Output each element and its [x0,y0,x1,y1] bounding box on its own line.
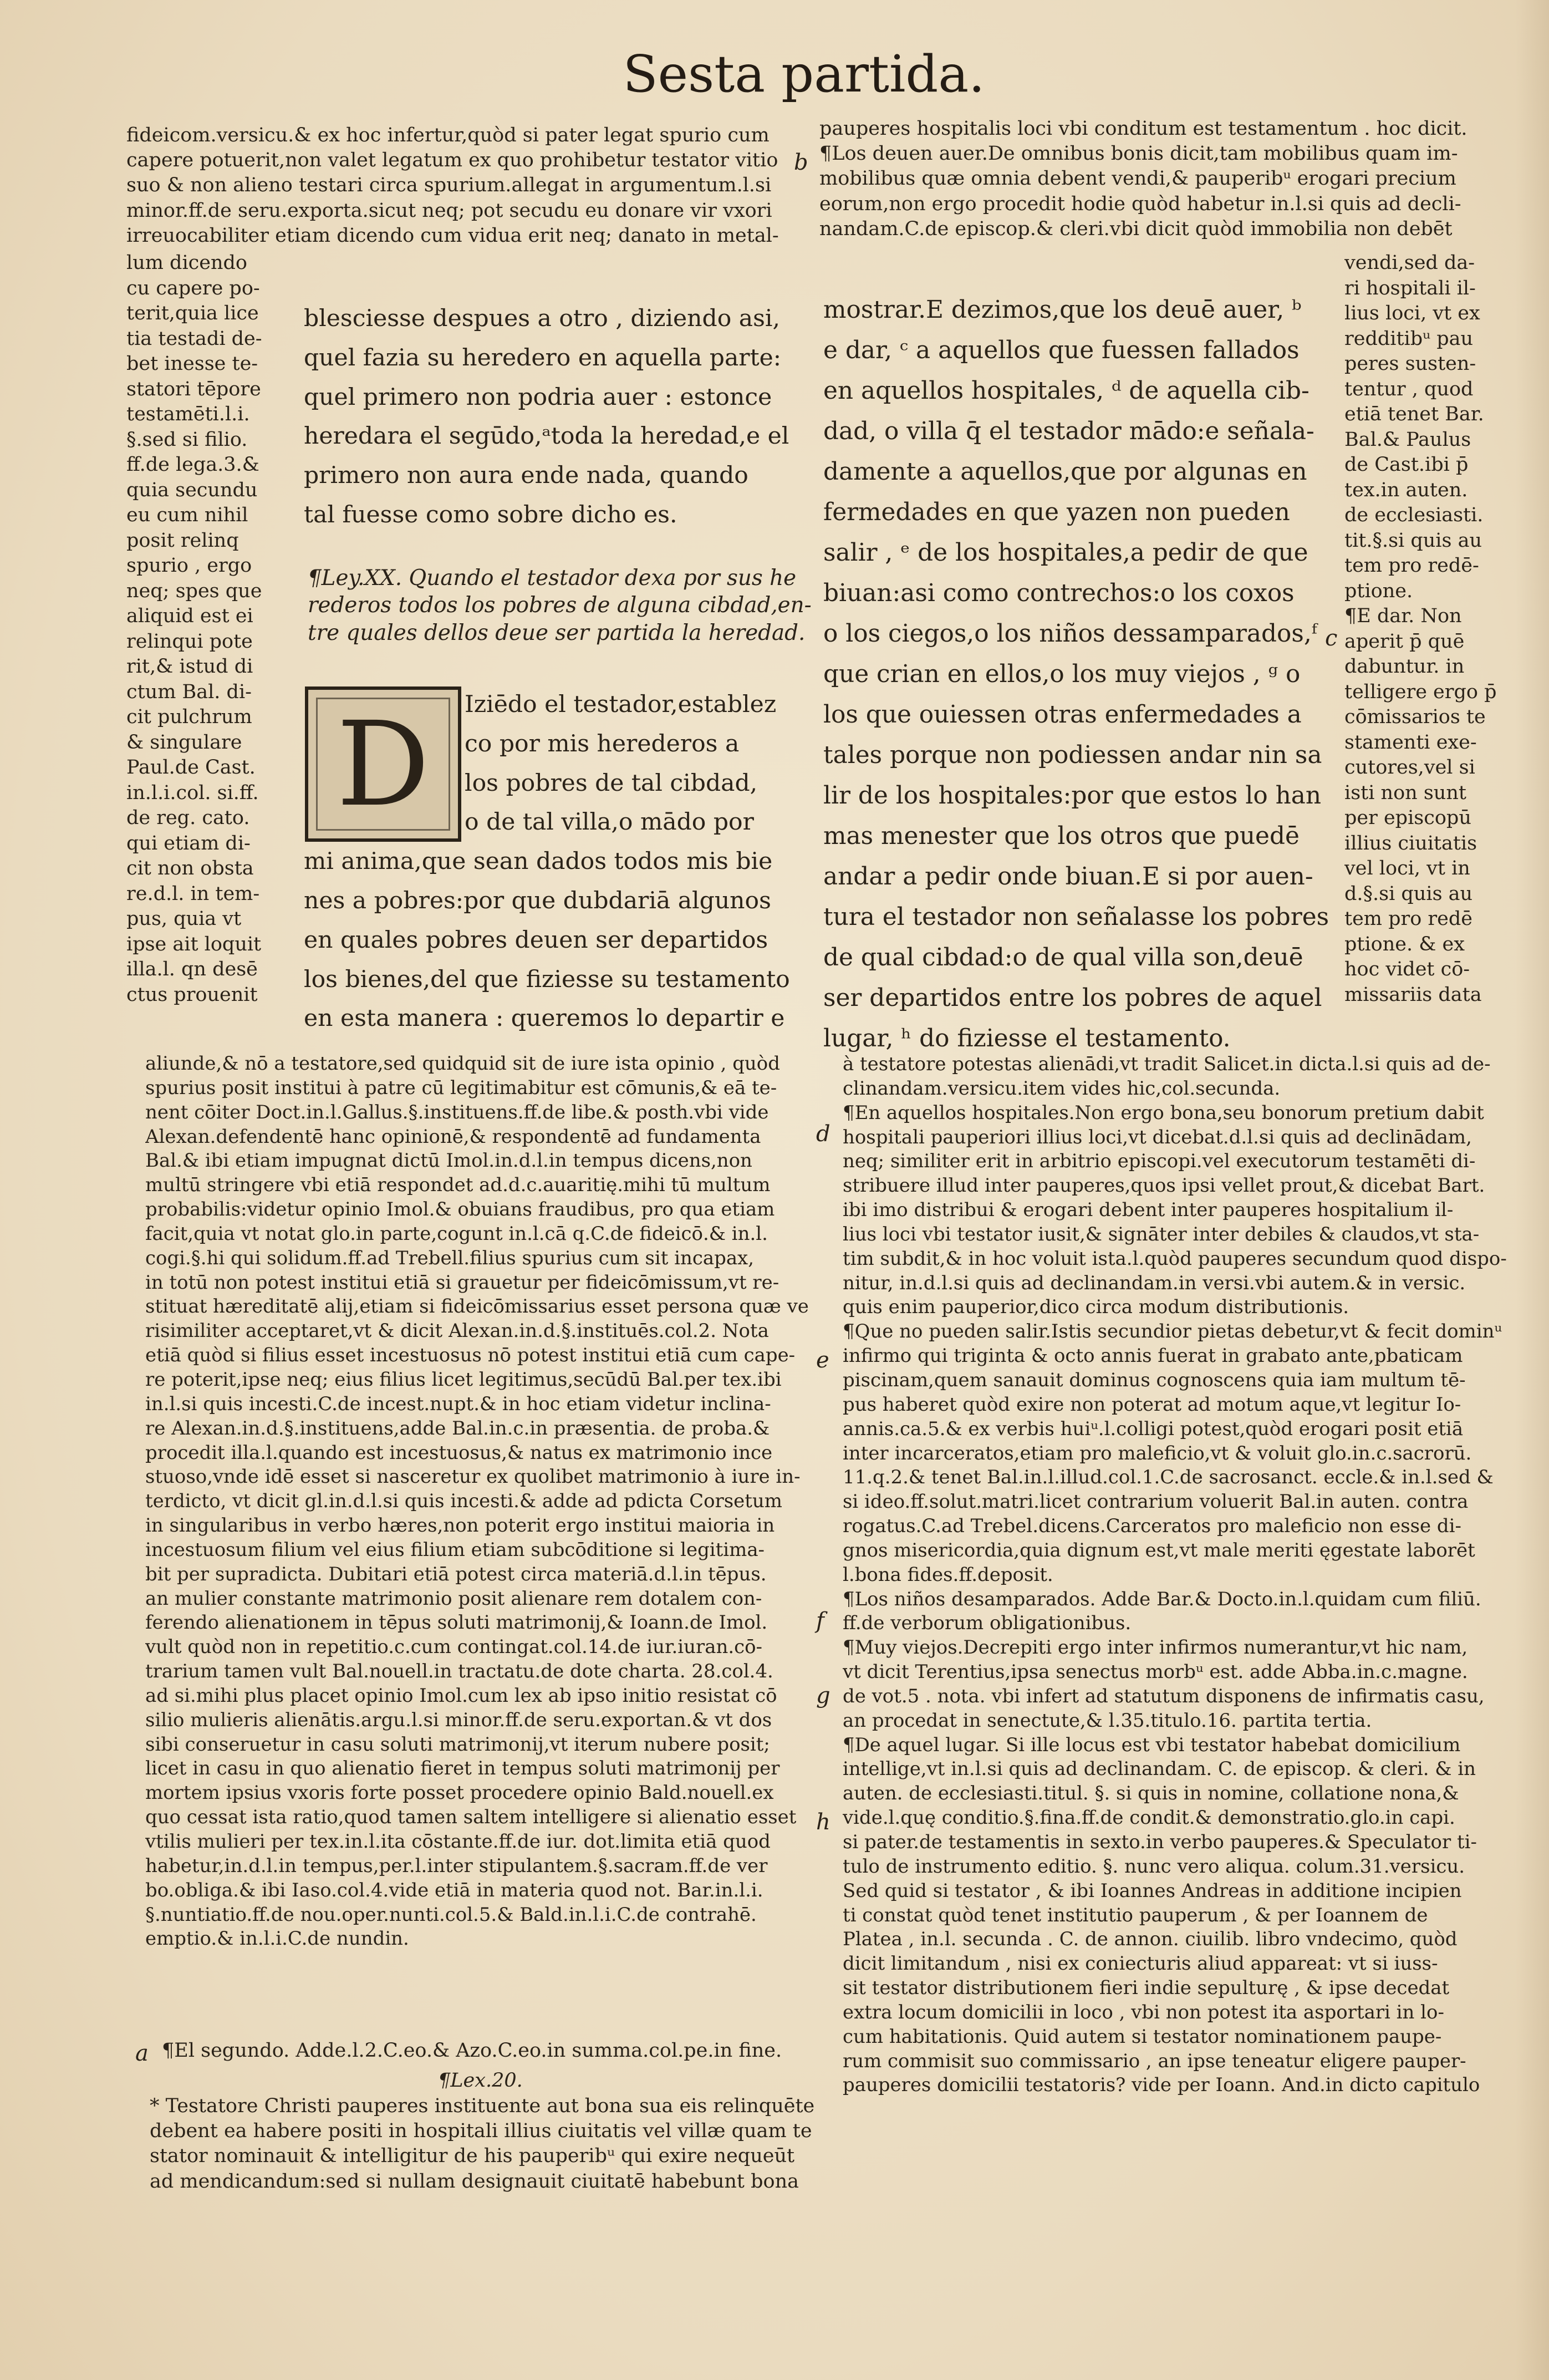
gloss-line: capere potuerit,non valet legatum ex quo prohibetur testator vitio [126,149,778,172]
gloss-line: 11.q.2.& tenet Bal.in.l.illud.col.1.C.de sacrosanct. eccle.& in.l.sed & [843,1466,1494,1489]
gloss-line: illa.l. qn desē [126,958,258,980]
gloss-right-bottom [843,1052,1511,2200]
gloss-line: suo & non alieno testari circa spurium.allegat in argumentum.l.si [126,174,772,197]
gloss-line: ¶Los niños desamparados. Adde Bar.& Docto.in.l.quidam cum filiū. [843,1588,1481,1610]
gloss-line: redditibᵘ pau [1344,327,1474,350]
gloss-line: hoc videt cō- [1344,958,1470,980]
gloss-line: qui etiam di- [126,832,251,855]
gloss-line: terdicto, vt dicit gl.in.d.l.si quis incesti.& adde ad pdicta Corsetum [145,1490,782,1513]
gloss-line: pus haberet quòd exire non poterat ad motum aque,vt legitur Io- [843,1393,1461,1416]
gloss-line: per episcopū [1344,807,1471,829]
gloss-line: bet inesse te- [126,353,258,375]
gloss-line: de reg. cato. [126,807,250,829]
gloss-line: §.nuntiatio.ff.de nou.oper.nunti.col.5.& Bald.in.l.i.C.de contrahē. [145,1903,757,1926]
gloss-line: aliunde,& nō a testatore,sed quidquid sit de iure ista opinio , quòd [145,1052,780,1075]
main-text-line: mi anima,que sean dados todos mis bie [304,848,773,876]
gloss-line: habetur,in.d.l.in tempus,per.l.inter stipulantem.§.sacram.ff.de ver [145,1854,768,1877]
gloss-line: re.d.l. in tem- [126,882,260,905]
gloss-line: in.l.si quis incesti.C.de incest.nupt.& in hoc etiam videtur inclina- [145,1392,771,1415]
gloss-line: hospitali pauperiori illius loci,vt dicebat.d.l.si quis ad declinādam, [843,1126,1472,1148]
gloss-line: relinqui pote [126,630,253,653]
gloss-line: procedit illa.l.quando est incestuosus,& natus ex matrimonio ince [145,1441,773,1464]
gloss-line: bo.obliga.& ibi Iaso.col.4.vide etiā in materia quod not. Bar.in.l.i. [145,1879,763,1901]
gloss-line: vt dicit Terentius,ipsa senectus morbᵘ est. adde Abba.in.c.magne. [843,1661,1468,1684]
main-text-line: biuan:asi como contrechos:o los coxos [823,579,1295,607]
main-text-line: tal fuesse como sobre dicho es. [304,501,677,528]
main-text-line: lir de los hospitales:por que estos lo han [823,781,1322,810]
gloss-line: ad mendicandum:sed si nullam designauit ciuitatē habebunt bona [150,2170,799,2193]
main-text-line: quel primero non podria auer : estonce [304,383,772,411]
gloss-line: d.§.si quis au [1344,882,1473,905]
gloss-line: aperit p̄ quē [1344,630,1465,653]
gloss-line: in.l.i.col. si.ff. [126,781,259,804]
gloss-line: gnos misericordia,quia dignum est,vt male meriti ęgestate laborēt [843,1539,1475,1562]
gloss-line: cu capere po- [126,277,260,299]
gloss-marker-d: d [816,1121,830,1147]
gloss-narrow-right [1344,251,1511,1055]
gloss-line: cōmissarios te [1344,706,1486,728]
gloss-line: tim subdit,& in hoc voluit ista.l.quòd pauperes secundum quod dispo- [843,1247,1507,1270]
gloss-line: de Cast.ibi p̄ [1344,454,1469,476]
main-text-line: quel fazia su heredero en aquella parte: [304,344,782,372]
gloss-line: vide.l.quę conditio.§.fina.ff.de condit.& demonstratio.glo.in capi. [843,1807,1455,1829]
main-text-line: que crian en ellos,o los muy viejos , ᵍ o [823,660,1301,688]
main-text-line: mostrar.E dezimos,que los deuē auer, ᵇ [823,296,1302,324]
gloss-top-right [819,116,1512,250]
gloss-marker-e: e [816,1347,829,1373]
gloss-line: aliquid est ei [126,605,253,627]
gloss-line: telligere ergo p̄ [1344,680,1497,703]
gloss-line: vult quòd non in repetitio.c.cum contingat.col.14.de iur.iuran.cō- [145,1636,763,1659]
gloss-line: isti non sunt [1344,781,1466,804]
gloss-line: dicit limitandum , nisi ex coniecturis aliud appareat: vt si iuss- [843,1952,1438,1975]
gloss-line: rit,& istud di [126,655,253,678]
main-text-line: o de tal villa,o mādo por [465,808,754,836]
gloss-line: piscinam,quem sanauit dominus cognoscens quia iam multum tē- [843,1369,1466,1391]
page-title: Sesta partida. [623,44,985,104]
gloss-line: intellige,vt in.l.si quis ad declinandam. C. de episcop. & cleri. & in [843,1758,1476,1781]
gloss-marker-f: f [816,1608,824,1634]
gloss-line: stator nominauit & intelligitur de his pauperibᵘ qui exire nequeūt [150,2145,795,2168]
main-text-line: en aquellos hospitales, ᵈ de aquella cib- [823,377,1309,405]
gloss-line: facit,quia vt notat glo.in parte,cogunt in.l.cā q.C.de fideicō.& in.l. [145,1222,768,1245]
gloss-line: eorum,non ergo procedit hodie quòd habetur in.l.si quis ad decli- [819,192,1461,215]
gloss-line: ff.de verborum obligationibus. [843,1612,1132,1635]
gloss-line: stamenti exe- [1344,731,1477,754]
gloss-line: Alexan.defendentē hanc opinionē,& respondentē ad fundamenta [145,1125,761,1148]
gloss-line: ptione. & ex [1344,933,1465,955]
law-heading [308,565,818,659]
main-text-line: tura el testador non señalasse los pobres [823,903,1329,931]
main-text-line: lugar, ʰ do fiziesse el testamento. [823,1024,1231,1052]
gloss-line: inter incarceratos,etiam pro maleficio,vt & voluit glo.in.c.sacrorū. [843,1442,1472,1464]
gloss-line: illius ciuitatis [1344,832,1477,855]
gloss-line: lius loci, vt ex [1344,302,1480,324]
gloss-line: ¶De aquel lugar. Si ille locus est vbi testator habebat domicilium [843,1733,1461,1756]
gloss-line: sibi conseruetur in casu soluti matrimonij,vt iterum nubere posit; [145,1733,770,1756]
gloss-line: ¶En aquellos hospitales.Non ergo bona,seu bonorum pretium dabit [843,1101,1484,1124]
gloss-left-bottom [145,1052,813,2045]
gloss-line: tex.in auten. [1344,479,1468,501]
main-text-line: los que ouiessen otras enfermedades a [823,700,1302,729]
gloss-line: quo cessat ista ratio,quod tamen saltem intelligere si alienatio esset [145,1806,797,1829]
gloss-line: etiā tenet Bar. [1344,403,1484,425]
gloss-line: neq; spes que [126,579,262,602]
gloss-line: ¶Que no pueden salir.Istis secundior pietas debetur,vt & fecit dominᵘ [843,1320,1502,1343]
gloss-line: mortem ipsius vxoris forte posset procedere opinio Bald.nouell.ex [145,1782,774,1804]
gloss-line: tentur , quod [1344,378,1474,400]
gloss-line: cum habitationis. Quid autem si testator nominationem paupe- [843,2025,1442,2048]
gloss-line: irreuocabiliter etiam dicendo cum vidua erit neq; danato in metal- [126,224,779,247]
gloss-line: re Alexan.in.d.§.instituens,adde Bal.in.c.in præsentia. de proba.& [145,1417,770,1440]
gloss-line: si pater.de testamentis in sexto.in verbo pauperes.& Speculator ti- [843,1831,1477,1853]
gloss-line: probabilis:videtur opinio Imol.& obuians fraudibus, pro qua etiam [145,1198,775,1221]
gloss-line: re poterit,ipse neq; eius filius licet legitimus,secūdū Bal.per tex.ibi [145,1368,782,1391]
main-text-line: mas menester que los otros que puedē [823,822,1300,850]
gloss-line: ri hospitali il- [1344,277,1476,299]
gloss-line: si ideo.ff.solut.matri.licet contrarium voluerit Bal.in auten. contra [843,1491,1469,1513]
gloss-line: pauperes domicilii testatoris? vide per Ioann. And.in dicto capitulo [843,2074,1480,2097]
gloss-line: auten. de ecclesiasti.titul. §. si quis in nomine, collatione nona,& [843,1782,1459,1805]
gloss-marker-a: a [135,2041,149,2066]
initial-letter: D [305,686,461,842]
gloss-line: mobilibus quæ omnia debent vendi,& pauperibᵘ erogari precium [819,167,1456,190]
gloss-line: ti constat quòd tenet institutio pauperum , & per Ioannem de [843,1904,1428,1926]
gloss-line: ferendo alienationem in tēpus soluti matrimonij,& Ioann.de Imol. [145,1611,768,1634]
gloss-line: * Testatore Christi pauperes instituente aut bona sua eis relinquēte [150,2095,815,2117]
main-text-line: en quales pobres deuen ser departidos [304,926,768,954]
gloss-line: in singularibus in verbo hæres,non poterit ergo institui maioria in [145,1514,775,1537]
gloss-line: nitur, in.d.l.si quis ad declinandam.in versi.vbi autem.& in versic. [843,1272,1466,1294]
gloss-line: bit per supradicta. Dubitari etiā potest circa materiā.d.l.in tēpus. [145,1563,767,1585]
gloss-line: neq; similiter erit in arbitrio episcopi.vel executorum testamēti di- [843,1150,1476,1173]
gloss-line: lius loci vbi testator iusit,& signāter inter debiles & claudos,vt sta- [843,1223,1480,1245]
gloss-line: vendi,sed da- [1344,252,1475,274]
gloss-line: annis.ca.5.& ex verbis huiᵘ.l.colligi potest,quòd erogari posit etiā [843,1417,1464,1440]
gloss-line: stuoso,vnde idē esset si nasceretur ex quolibet matrimonio à iure in- [145,1466,801,1488]
gloss-line: dabuntur. in [1344,655,1465,678]
gloss-line: ¶E dar. Non [1344,605,1462,627]
gloss-line: eu cum nihil [126,504,248,526]
gloss-line: terit,quia lice [126,302,259,324]
gloss-line: risimiliter acceptaret,vt & dicit Alexan.in.d.§.instituēs.col.2. Nota [145,1320,769,1342]
gloss-line: rogatus.C.ad Trebel.dicens.Carceratos pro maleficio non esse di- [843,1515,1461,1538]
main-text-line: blesciesse despues a otro , diziendo asi, [304,305,780,332]
gloss-marker-c: c [1325,625,1338,651]
gloss-marker-g: g [816,1683,830,1708]
gloss-line: à testatore potestas alienādi,vt tradit Salicet.in dicta.l.si quis ad de- [843,1053,1491,1075]
gloss-line: Platea , in.l. secunda . C. de annon. ciuilib. libro vndecimo, quòd [843,1928,1458,1951]
gloss-line: extra locum domicilii in loco , vbi non potest ita asportari in lo- [843,2001,1444,2023]
gloss-line: stribuere illud inter pauperes,quos ipsi vellet prout,& dicebat Bart. [843,1174,1485,1197]
gloss-line: fideicom.versicu.& ex hoc infertur,quòd si pater legat spurio cum [126,124,770,146]
gloss-line: cit pulchrum [126,706,252,728]
law-heading-line: tre quales dellos deue ser partida la heredad. [308,620,806,645]
gloss-line: ibi imo distribui & erogari debent inter pauperes hospitalium il- [843,1199,1454,1222]
gloss-line: cogi.§.hi qui solidum.ff.ad Trebell.filius spurius cum sit incapax, [145,1247,754,1269]
gloss-marker-b: b [794,150,808,175]
gloss-line: tulo de instrumento editio. §. nunc vero aliqua. colum.31.versicu. [843,1855,1465,1878]
gloss-line: quis enim pauperior,dico circa modum distributionis. [843,1296,1349,1319]
main-text-line: salir , ᵉ de los hospitales,a pedir de que [823,538,1308,567]
main-text-line: andar a pedir onde biuan.E si por auen- [823,862,1313,891]
gloss-line: tem pro redē [1344,908,1472,930]
main-text-line: tales porque non podiessen andar nin sa [823,741,1322,769]
gloss-line: silio mulieris alienātis.argu.l.si minor.ff.de seru.exportan.& vt dos [145,1708,772,1731]
gloss-line: an mulier constante matrimonio posit alienare rem dotalem con- [145,1587,762,1610]
gloss-line: an procedat in senectute,& l.35.titulo.16. partita tertia. [843,1709,1372,1732]
gloss-line: tem pro redē- [1344,555,1479,577]
main-text-line: dad, o villa q̄ el testador mādo:e señala- [823,417,1314,445]
gloss-line: debent ea habere positi in hospitali illius ciuitatis vel villæ quam te [150,2120,812,2143]
gloss-line: vtilis mulieri per tex.in.l.ita cōstante.ff.de iur. dot.limita etiā quod [145,1830,771,1853]
gloss-line: lum dicendo [126,252,247,274]
main-text-line: primero non aura ende nada, quando [304,462,748,490]
gloss-line: ¶Muy viejos.Decrepiti ergo inter infirmos numerantur,vt hic nam, [843,1636,1468,1659]
main-text-line: co por mis herederos a [465,730,740,757]
gloss-line: etiā quòd si filius esset incestuosus nō potest institui etiā cum cape- [145,1344,796,1367]
main-text-line: heredara el segūdo,ᵃtoda la heredad,e el [304,423,789,450]
law-heading-line: rederos todos los pobres de alguna cibdad,en- [308,593,812,618]
gloss-line: multū stringere vbi etiā respondet ad.d.c.auaritię.mihi tū multum [145,1174,771,1197]
gloss-line: quia secundu [126,479,258,501]
gloss-line: ctus prouenit [126,983,258,1006]
gloss-line: ctum Bal. di- [126,680,252,703]
law-heading-line: ¶Ley.XX. Quando el testador dexa por sus he [308,566,797,591]
gloss-line: vel loci, vt in [1344,857,1470,879]
gloss-line: de ecclesiasti. [1344,504,1484,526]
gloss-line: §.sed si filio. [126,428,248,451]
gloss-line: in totū non potest institui etiā si grauetur per fideicōmissum,vt re- [145,1271,779,1294]
gloss-line: pauperes hospitalis loci vbi conditum est testamentum . hoc dicit. [819,118,1468,140]
gloss-line: de vot.5 . nota. vbi infert ad statutum disponens de infirmatis casu, [843,1685,1485,1707]
gloss-line: nent cōiter Doct.in.l.Gallus.§.instituens.ff.de libe.& posth.vbi vide [145,1101,769,1123]
main-text-line: los bienes,del que fiziesse su testamento [304,965,790,993]
main-text-line: de qual cibdad:o de qual villa son,deuē [823,943,1303,972]
gloss-line: l.bona fides.ff.deposit. [843,1563,1053,1586]
gloss-line: missariis data [1344,983,1482,1006]
main-text-line: ser departidos entre los pobres de aquel [823,984,1322,1012]
main-text-line: e dar, ᶜ a aquellos que fuessen fallados [823,336,1300,364]
gloss-line: licet in casu in quo alienatio fieret in tempus soluti matrimonij per [145,1757,780,1780]
main-text-left-top [304,299,803,588]
gloss-line: posit relinq [126,529,239,552]
main-text-left-bottom [304,685,803,1040]
gloss-line: nandam.C.de episcop.& cleri.vbi dicit quòd immobilia non debēt [819,217,1453,240]
gloss-line: clinandam.versicu.item vides hic,col.secunda. [843,1077,1281,1100]
gloss-left-a: ¶El segundo. Adde.l.2.C.eo.& Azo.C.eo.in summa.col.pe.in fine. [162,2040,782,2062]
gloss-line: Bal.& Paulus [1344,428,1471,451]
gloss-line: trarium tamen vult Bal.nouell.in tractatu.de dote charta. 28.col.4. [145,1660,773,1683]
gloss-line: rum commisit suo commissario , an ipse teneatur eligere pauper- [843,2050,1466,2072]
gloss-line: cutores,vel si [1344,756,1475,779]
main-text-line: damente a aquellos,que por algunas en [823,457,1307,486]
gloss-line: stituat hæreditatē alij,etiam si fideicōmissarius esset persona quæ ve [145,1295,809,1318]
gloss-line: peres susten- [1344,353,1476,375]
gloss-line: statori tēpore [126,378,261,400]
gloss-line: infirmo qui triginta & octo annis fuerat in grabato ante,pbaticam [843,1345,1463,1367]
page-edge [1516,0,1549,2380]
gloss-top-left [126,123,814,251]
gloss-line: tit.§.si quis au [1344,529,1482,552]
main-text-line: nes a pobres:por que dubdariā algunos [304,887,771,914]
gloss-narrow-left [126,251,271,1016]
gloss-left-lex20: ¶Lex.20. [438,2069,523,2092]
gloss-line: pus, quia vt [126,908,242,930]
main-text-line: los pobres de tal cibdad, [465,769,758,797]
gloss-line: ad si.mihi plus placet opinio Imol.cum lex ab ipso initio resistat cō [145,1684,777,1707]
gloss-line: minor.ff.de seru.exporta.sicut neq; pot secudu eu donare vir vxori [126,199,772,222]
gloss-line: spurius posit institui à patre cū legitimabitur est cōmunis,& eā te- [145,1076,777,1099]
gloss-line: incestuosum filium vel eius filium etiam subcōditione si legitima- [145,1538,765,1561]
gloss-line: Bal.& ibi etiam impugnat dictū Imol.in.d.l.in tempus dicens,non [145,1150,752,1172]
gloss-line: & singulare [126,731,242,754]
main-text-line: fermedades en que yazen non pueden [823,498,1290,526]
gloss-line: Paul.de Cast. [126,756,256,779]
gloss-marker-h: h [816,1809,830,1835]
gloss-line: tia testadi de- [126,327,262,350]
gloss-line: sit testator distributionem fieri indie sepulturę , & ipse decedat [843,1977,1450,2000]
gloss-line: spurio , ergo [126,555,252,577]
gloss-line: ipse ait loquit [126,933,262,955]
gloss-line: ¶Los deuen auer.De omnibus bonis dicit,tam mobilibus quam im- [819,143,1458,165]
gloss-line: Sed quid si testator , & ibi Ioannes Andreas in additione incipien [843,1879,1462,1902]
gloss-left-star [150,2094,815,2199]
main-text-line: Iziēdo el testador,establez [465,691,777,718]
gloss-line: ff.de lega.3.& [126,454,259,476]
gloss-line: ptione. [1344,579,1413,602]
main-text-line: en esta manera : queremos lo departir e [304,1005,785,1033]
gloss-line: emptio.& in.l.i.C.de nundin. [145,1928,409,1950]
gloss-line: testamēti.l.i. [126,403,250,425]
main-text-line: o los ciegos,o los niños dessamparados,ᶠ [823,619,1317,648]
gloss-line: cit non obsta [126,857,254,879]
